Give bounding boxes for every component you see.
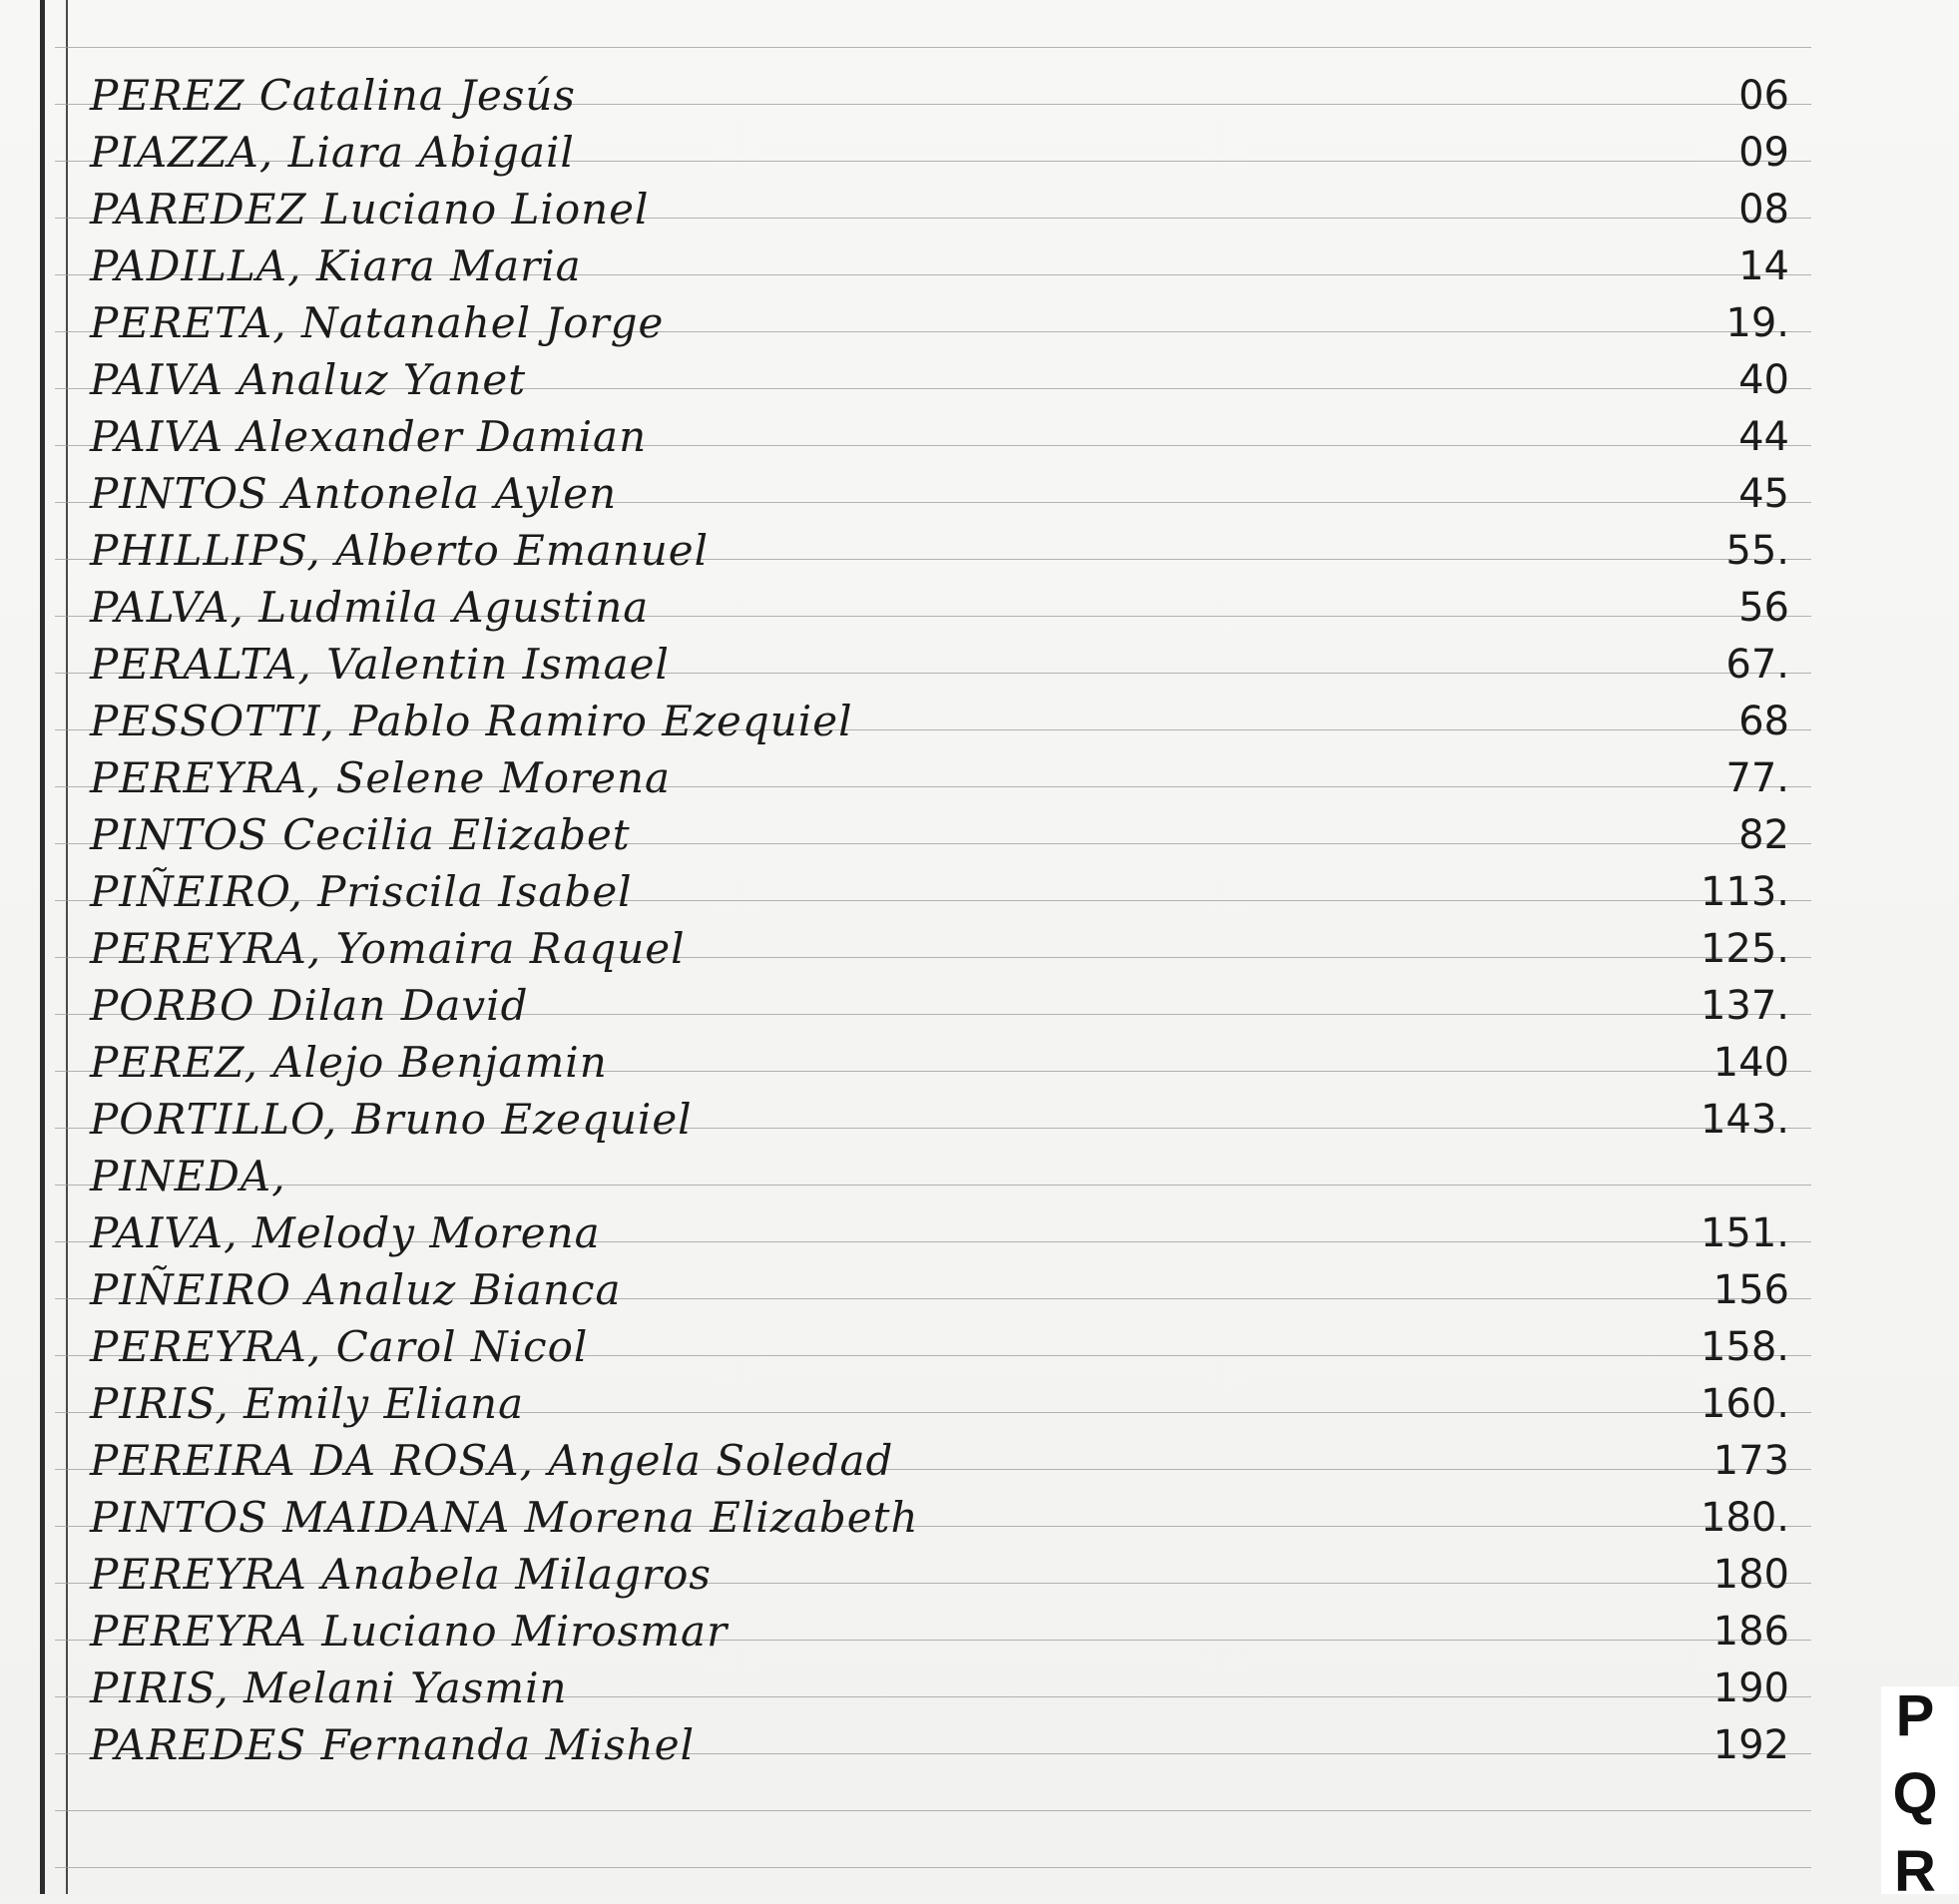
entry-name: PERETA, Natanahel Jorge [90, 298, 665, 347]
rule-line [55, 1867, 1811, 1868]
entry-number: 158. [1700, 1324, 1789, 1370]
entry-number: 19. [1725, 300, 1789, 346]
index-letter-r: R [1894, 1839, 1936, 1904]
entry-number: 173 [1713, 1438, 1789, 1484]
entry-name: PEREZ, Alejo Benjamin [90, 1038, 608, 1087]
entry-number: 45 [1738, 471, 1789, 517]
entry-number: 14 [1738, 243, 1789, 289]
entry-name: PIÑEIRO Analuz Bianca [90, 1265, 622, 1314]
entry-number: 160. [1700, 1381, 1789, 1427]
index-letter-p: P [1895, 1683, 1935, 1748]
entry-name: PEREYRA, Yomaira Raquel [90, 924, 686, 973]
margin-line [66, 0, 68, 1894]
entry-name: PEREYRA Luciano Mirosmar [90, 1607, 729, 1656]
entry-name: PIRIS, Emily Eliana [90, 1379, 525, 1428]
entry-name: PADILLA, Kiara Maria [90, 241, 582, 290]
entry-number: 180 [1713, 1552, 1789, 1598]
entry-name: PALVA, Ludmila Agustina [90, 583, 650, 632]
entry-name: PINTOS Cecilia Elizabet [90, 810, 631, 859]
rule-line [55, 1810, 1811, 1811]
entry-number: 82 [1738, 812, 1789, 858]
entry-name: PAREDES Fernanda Mishel [90, 1720, 695, 1769]
entry-name: PINTOS Antonela Aylen [90, 469, 618, 518]
index-letter-q: Q [1892, 1761, 1938, 1826]
entry-number: 137. [1700, 983, 1789, 1029]
entry-number: 151. [1700, 1210, 1789, 1256]
entry-name: PERALTA, Valentin Ismael [90, 640, 670, 689]
entry-number: 56 [1738, 585, 1789, 631]
entry-name: PAIVA, Melody Morena [90, 1208, 601, 1257]
entry-number: 67. [1725, 642, 1789, 688]
entry-number: 186 [1713, 1609, 1789, 1655]
entry-number: 06 [1738, 73, 1789, 119]
entry-number: 40 [1738, 357, 1789, 403]
entry-name: PINEDA, [90, 1152, 286, 1200]
entry-number: 180. [1700, 1495, 1789, 1541]
entry-name: PAREDEZ Luciano Lionel [90, 185, 650, 234]
entry-number: 77. [1725, 755, 1789, 801]
entry-number: 68 [1738, 699, 1789, 744]
entry-number: 190 [1713, 1666, 1789, 1711]
entry-name: PORBO Dilan David [90, 981, 529, 1030]
entry-name: PIAZZA, Liara Abigail [90, 128, 575, 177]
rule-line [55, 47, 1811, 48]
entry-name: PAIVA Analuz Yanet [90, 355, 527, 404]
entry-number: 08 [1738, 187, 1789, 233]
binding-line [40, 0, 45, 1894]
entry-name: PEREYRA, Selene Morena [90, 753, 672, 802]
entry-number: 55. [1725, 528, 1789, 574]
entry-number: 140 [1713, 1040, 1789, 1086]
entry-number: 09 [1738, 130, 1789, 176]
entry-number: 125. [1700, 926, 1789, 972]
entry-number: 44 [1738, 414, 1789, 460]
entry-name: PHILLIPS, Alberto Emanuel [90, 526, 710, 575]
entry-name: PORTILLO, Bruno Ezequiel [90, 1095, 693, 1144]
entry-name: PIÑEIRO, Priscila Isabel [90, 867, 633, 916]
entry-name: PEREZ Catalina Jesús [90, 71, 576, 120]
entry-name: PAIVA Alexander Damian [90, 412, 648, 461]
entry-number: 113. [1700, 869, 1789, 915]
entry-name: PESSOTTI, Pablo Ramiro Ezequiel [90, 697, 853, 745]
entry-name: PINTOS MAIDANA Morena Elizabeth [90, 1493, 919, 1542]
entry-name: PEREYRA, Carol Nicol [90, 1322, 589, 1371]
entry-name: PIRIS, Melani Yasmin [90, 1664, 568, 1712]
entry-number: 156 [1713, 1267, 1789, 1313]
entry-name: PEREYRA Anabela Milagros [90, 1550, 712, 1599]
rule-line [55, 1185, 1811, 1186]
entry-name: PEREIRA DA ROSA, Angela Soledad [90, 1436, 894, 1485]
entry-number: 192 [1713, 1722, 1789, 1768]
entry-number: 143. [1700, 1097, 1789, 1143]
